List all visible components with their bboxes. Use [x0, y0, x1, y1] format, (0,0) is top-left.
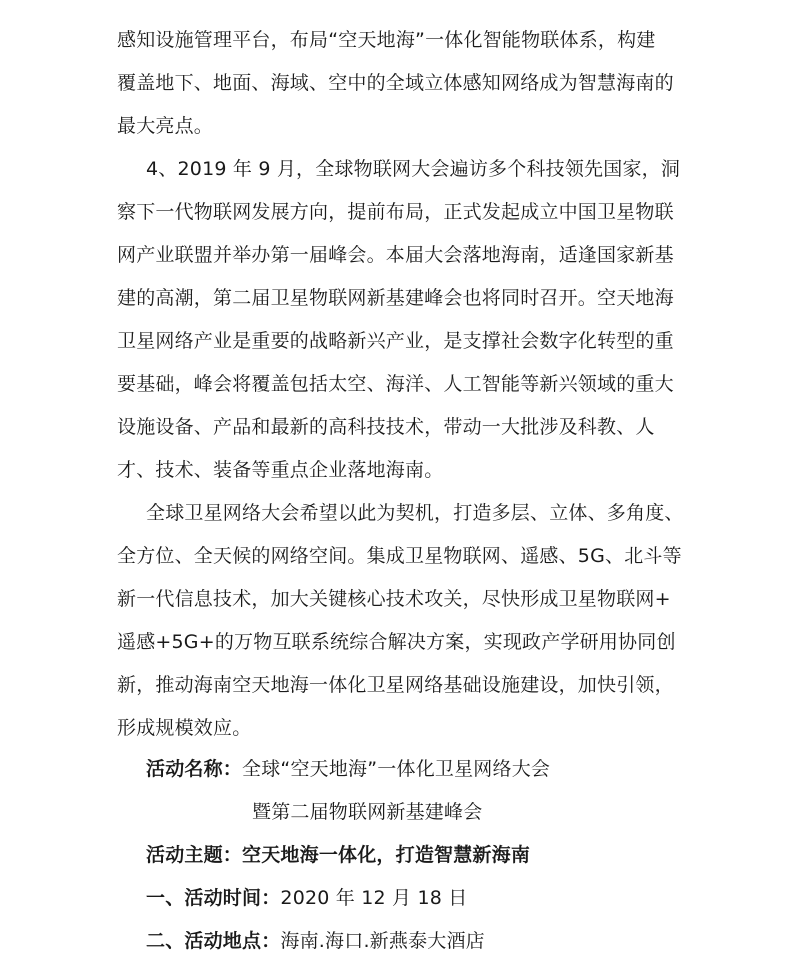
- paragraph-line: 察下一代物联网发展方向，提前布局，正式发起成立中国卫星物联: [117, 201, 674, 223]
- paragraph-line: 网产业联盟并举办第一届峰会。本届大会落地海南，适逢国家新基: [117, 244, 674, 266]
- paragraph-line: 新一代信息技术，加大关键核心技术攻关，尽快形成卫星物联网+: [117, 588, 671, 610]
- paragraph-line: 全球卫星网络大会希望以此为契机，打造多层、立体、多角度、: [146, 502, 684, 524]
- paragraph-line: 感知设施管理平台，布局“空天地海”一体化智能物联体系，构建: [117, 29, 656, 51]
- event-location-value: 海南.海口.新燕泰大酒店: [280, 930, 485, 952]
- paragraph-line: 卫星网络产业是重要的战略新兴产业，是支撑社会数字化转型的重: [117, 330, 674, 352]
- paragraph-line: 才、技术、装备等重点企业落地海南。: [117, 459, 444, 481]
- event-theme-label: 活动主题：: [146, 844, 243, 866]
- event-name-value: 全球“空天地海”一体化卫星网络大会: [242, 758, 551, 780]
- paragraph-line: 4、2019 年 9 月，全球物联网大会遍访多个科技领先国家，洞: [146, 158, 681, 180]
- event-location-label: 二、活动地点：: [146, 930, 281, 952]
- paragraph-line: 新，推动海南空天地海一体化卫星网络基础设施建设，加快引领，: [117, 674, 674, 696]
- event-name-continuation: 暨第二届物联网新基建峰会: [252, 801, 483, 823]
- event-theme-value: 空天地海一体化，打造智慧新海南: [242, 844, 531, 866]
- paragraph-line: 全方位、全天候的网络空间。集成卫星物联网、遥感、5G、北斗等: [117, 545, 682, 567]
- paragraph-line: 形成规模效应。: [117, 717, 252, 739]
- paragraph-line: 设施设备、产品和最新的高科技技术，带动一大批涉及科教、人: [117, 416, 655, 438]
- paragraph-line: 建的高潮，第二届卫星物联网新基建峰会也将同时召开。空天地海: [117, 287, 674, 309]
- event-name-label: 活动名称：: [146, 758, 243, 780]
- event-time-row: [146, 876, 468, 920]
- event-name-row: [146, 747, 550, 791]
- paragraph-line: 最大亮点。: [117, 115, 214, 137]
- paragraph-line: 覆盖地下、地面、海域、空中的全域立体感知网络成为智慧海南的: [117, 72, 674, 94]
- event-time-value: 2020 年 12 月 18 日: [280, 887, 468, 909]
- event-location-row: [146, 919, 485, 963]
- event-theme-row: [146, 833, 530, 877]
- event-time-label: 一、活动时间：: [146, 887, 281, 909]
- paragraph-line: 要基础，峰会将覆盖包括太空、海洋、人工智能等新兴领域的重大: [117, 373, 674, 395]
- paragraph-line: 遥感+5G+的万物互联系统综合解决方案，实现政产学研用协同创: [117, 631, 676, 653]
